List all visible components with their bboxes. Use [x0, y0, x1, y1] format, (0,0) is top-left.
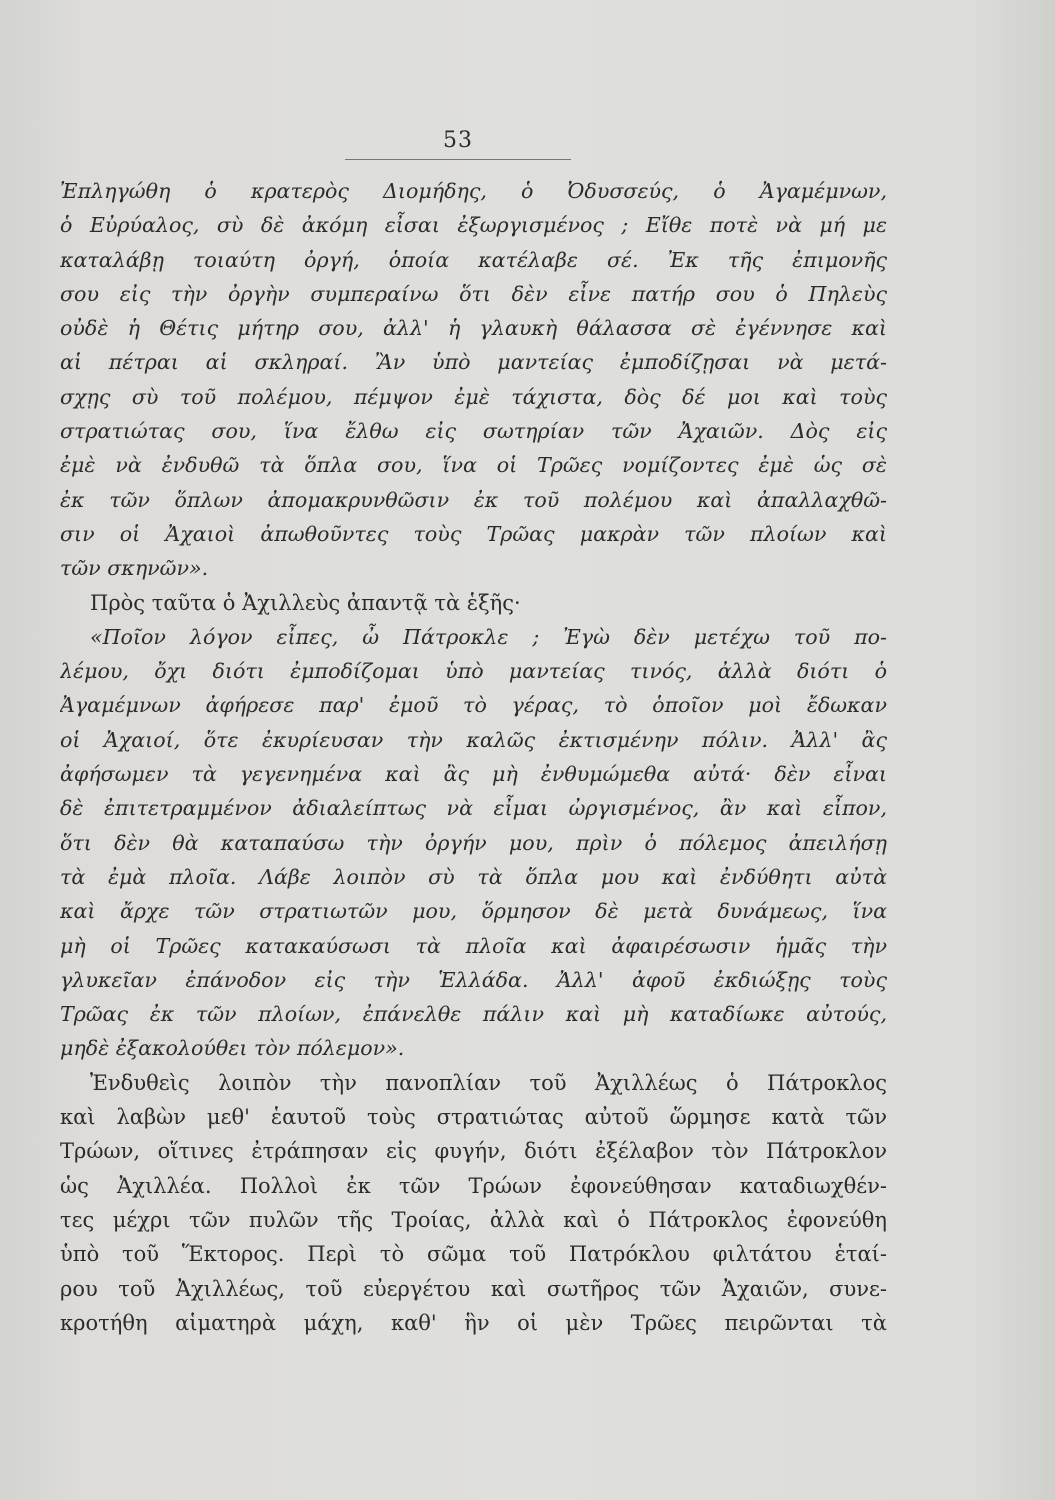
text-line: τὰ ἐμὰ πλοῖα. Λάβε λοιπὸν σὺ τὰ ὅπλα μου καὶ ἐνδύθητι αὐτὰ: [60, 864, 887, 889]
text-line: Ἐνδυθεὶς λοιπὸν τὴν πανοπλίαν τοῦ Ἀχιλλέως ὁ Πάτροκλος: [90, 1070, 887, 1095]
text-line: τες μέχρι τῶν πυλῶν τῆς Τροίας, ἀλλὰ καὶ ὁ Πάτροκλος ἐφονεύθη: [60, 1207, 887, 1232]
page-number: 53: [345, 128, 571, 160]
text-line: ὁ Εὐρύαλος, σὺ δὲ ἀκόμη εἶσαι ἐξωργισμένος ; Εἴθε ποτὲ νὰ μή με: [60, 213, 887, 238]
text-line: σχῃς σὺ τοῦ πολέμου, πέμψον ἐμὲ τάχιστα, δὸς δέ μοι καὶ τοὺς: [60, 384, 887, 409]
text-line: μηδὲ ἐξακολούθει τὸν πόλεμον».: [60, 1036, 405, 1061]
text-line: καὶ λαβὼν μεθ' ἑαυτοῦ τοὺς στρατιώτας αὐτοῦ ὥρμησε κατὰ τῶν: [60, 1105, 887, 1130]
text-line: οὐδὲ ἡ Θέτις μήτηρ σου, ἀλλ' ἡ γλαυκὴ θάλασσα σὲ ἐγέννησε καὶ: [60, 316, 887, 341]
text-line: σιν οἱ Ἀχαιοὶ ἀπωθοῦντες τοὺς Τρῶας μακρὰν τῶν πλοίων καὶ: [60, 521, 887, 546]
text-line: ἀφήσωμεν τὰ γεγενημένα καὶ ἂς μὴ ἐνθυμώμεθα αὐτά· δὲν εἶναι: [60, 762, 887, 787]
paragraph-speech-achilles: [60, 620, 887, 1066]
text-line: Πρὸς ταῦτα ὁ Ἀχιλλεὺς ἀπαντᾷ τὰ ἑξῆς·: [90, 590, 521, 615]
text-line: λέμου, ὄχι διότι ἐμποδίζομαι ὑπὸ μαντείας τινός, ἀλλὰ διότι ὁ: [60, 659, 887, 684]
text-line: μὴ οἱ Τρῶες κατακαύσωσι τὰ πλοῖα καὶ ἀφαιρέσωσιν ἡμᾶς τὴν: [60, 933, 887, 958]
text-line: «Ποῖον λόγον εἶπες, ὦ Πάτροκλε ; Ἐγὼ δὲν μετέχω τοῦ πο-: [90, 624, 887, 649]
paragraph-achilles-reply-intro: [60, 586, 887, 620]
text-line: κροτήθη αἱματηρὰ μάχη, καθ' ἣν οἱ μὲν Τρῶες πειρῶνται τὰ: [60, 1310, 887, 1335]
text-line: δὲ ἐπιτετραμμένον ἀδιαλείπτως νὰ εἶμαι ὠργισμένος, ἂν καὶ εἶπον,: [60, 796, 887, 821]
text-line: Τρώων, οἵτινες ἐτράπησαν εἰς φυγήν, διότι ἐξέλαβον τὸν Πάτροκλον: [60, 1139, 887, 1164]
text-line: καταλάβῃ τοιαύτη ὀργή, ὁποία κατέλαβε σέ. Ἐκ τῆς ἐπιμονῆς: [60, 247, 887, 272]
paragraph-narrative: [60, 1066, 887, 1340]
text-line: ἐκ τῶν ὅπλων ἀπομακρυνθῶσιν ἐκ τοῦ πολέμου καὶ ἀπαλλαχθῶ-: [60, 487, 887, 512]
text-line: Ἐπληγώθη ὁ κρατερὸς Διομήδης, ὁ Ὀδυσσεύς, ὁ Ἀγαμέμνων,: [60, 179, 887, 203]
text-line: Τρῶας ἐκ τῶν πλοίων, ἐπάνελθε πάλιν καὶ μὴ καταδίωκε αὐτούς,: [60, 1002, 887, 1027]
text-line: ἐμὲ νὰ ἐνδυθῶ τὰ ὅπλα σου, ἵνα οἱ Τρῶες νομίζοντες ἐμὲ ὡς σὲ: [60, 453, 887, 478]
text-line: αἱ πέτραι αἱ σκληραί. Ἂν ὑπὸ μαντείας ἐμποδίζῃσαι νὰ μετά-: [60, 350, 887, 375]
text-line: γλυκεῖαν ἐπάνοδον εἰς τὴν Ἑλλάδα. Ἀλλ' ἀφοῦ ἐκδιώξῃς τοὺς: [60, 967, 887, 992]
text-line: τῶν σκηνῶν».: [60, 556, 209, 581]
text-line: ὡς Ἀχιλλέα. Πολλοὶ ἐκ τῶν Τρώων ἐφονεύθησαν καταδιωχθέν-: [60, 1173, 887, 1198]
text-line: Ἀγαμέμνων ἀφήρεσε παρ' ἐμοῦ τὸ γέρας, τὸ ὁποῖον μοὶ ἔδωκαν: [60, 693, 887, 718]
text-line: ὑπὸ τοῦ Ἕκτορος. Περὶ τὸ σῶμα τοῦ Πατρόκλου φιλτάτου ἑταί-: [60, 1242, 887, 1267]
text-line: καὶ ἄρχε τῶν στρατιωτῶν μου, ὅρμησον δὲ μετὰ δυνάμεως, ἵνα: [60, 899, 887, 924]
text-line: στρατιώτας σου, ἵνα ἔλθω εἰς σωτηρίαν τῶν Ἀχαιῶν. Δὸς εἰς: [60, 419, 887, 444]
text-line: οἱ Ἀχαιοί, ὅτε ἐκυρίευσαν τὴν καλῶς ἐκτισμένην πόλιν. Ἀλλ' ἂς: [60, 727, 887, 752]
text-line: ρου τοῦ Ἀχιλλέως, τοῦ εὐεργέτου καὶ σωτῆρος τῶν Ἀχαιῶν, συνε-: [60, 1276, 887, 1301]
text-line: σου εἰς τὴν ὀργὴν συμπεραίνω ὅτι δὲν εἶνε πατήρ σου ὁ Πηλεὺς: [60, 281, 887, 306]
text-line: ὅτι δὲν θὰ καταπαύσω τὴν ὀργήν μου, πρὶν ὁ πόλεμος ἀπειλήσῃ: [60, 830, 887, 855]
paragraph-speech-patroclus: [60, 174, 887, 586]
